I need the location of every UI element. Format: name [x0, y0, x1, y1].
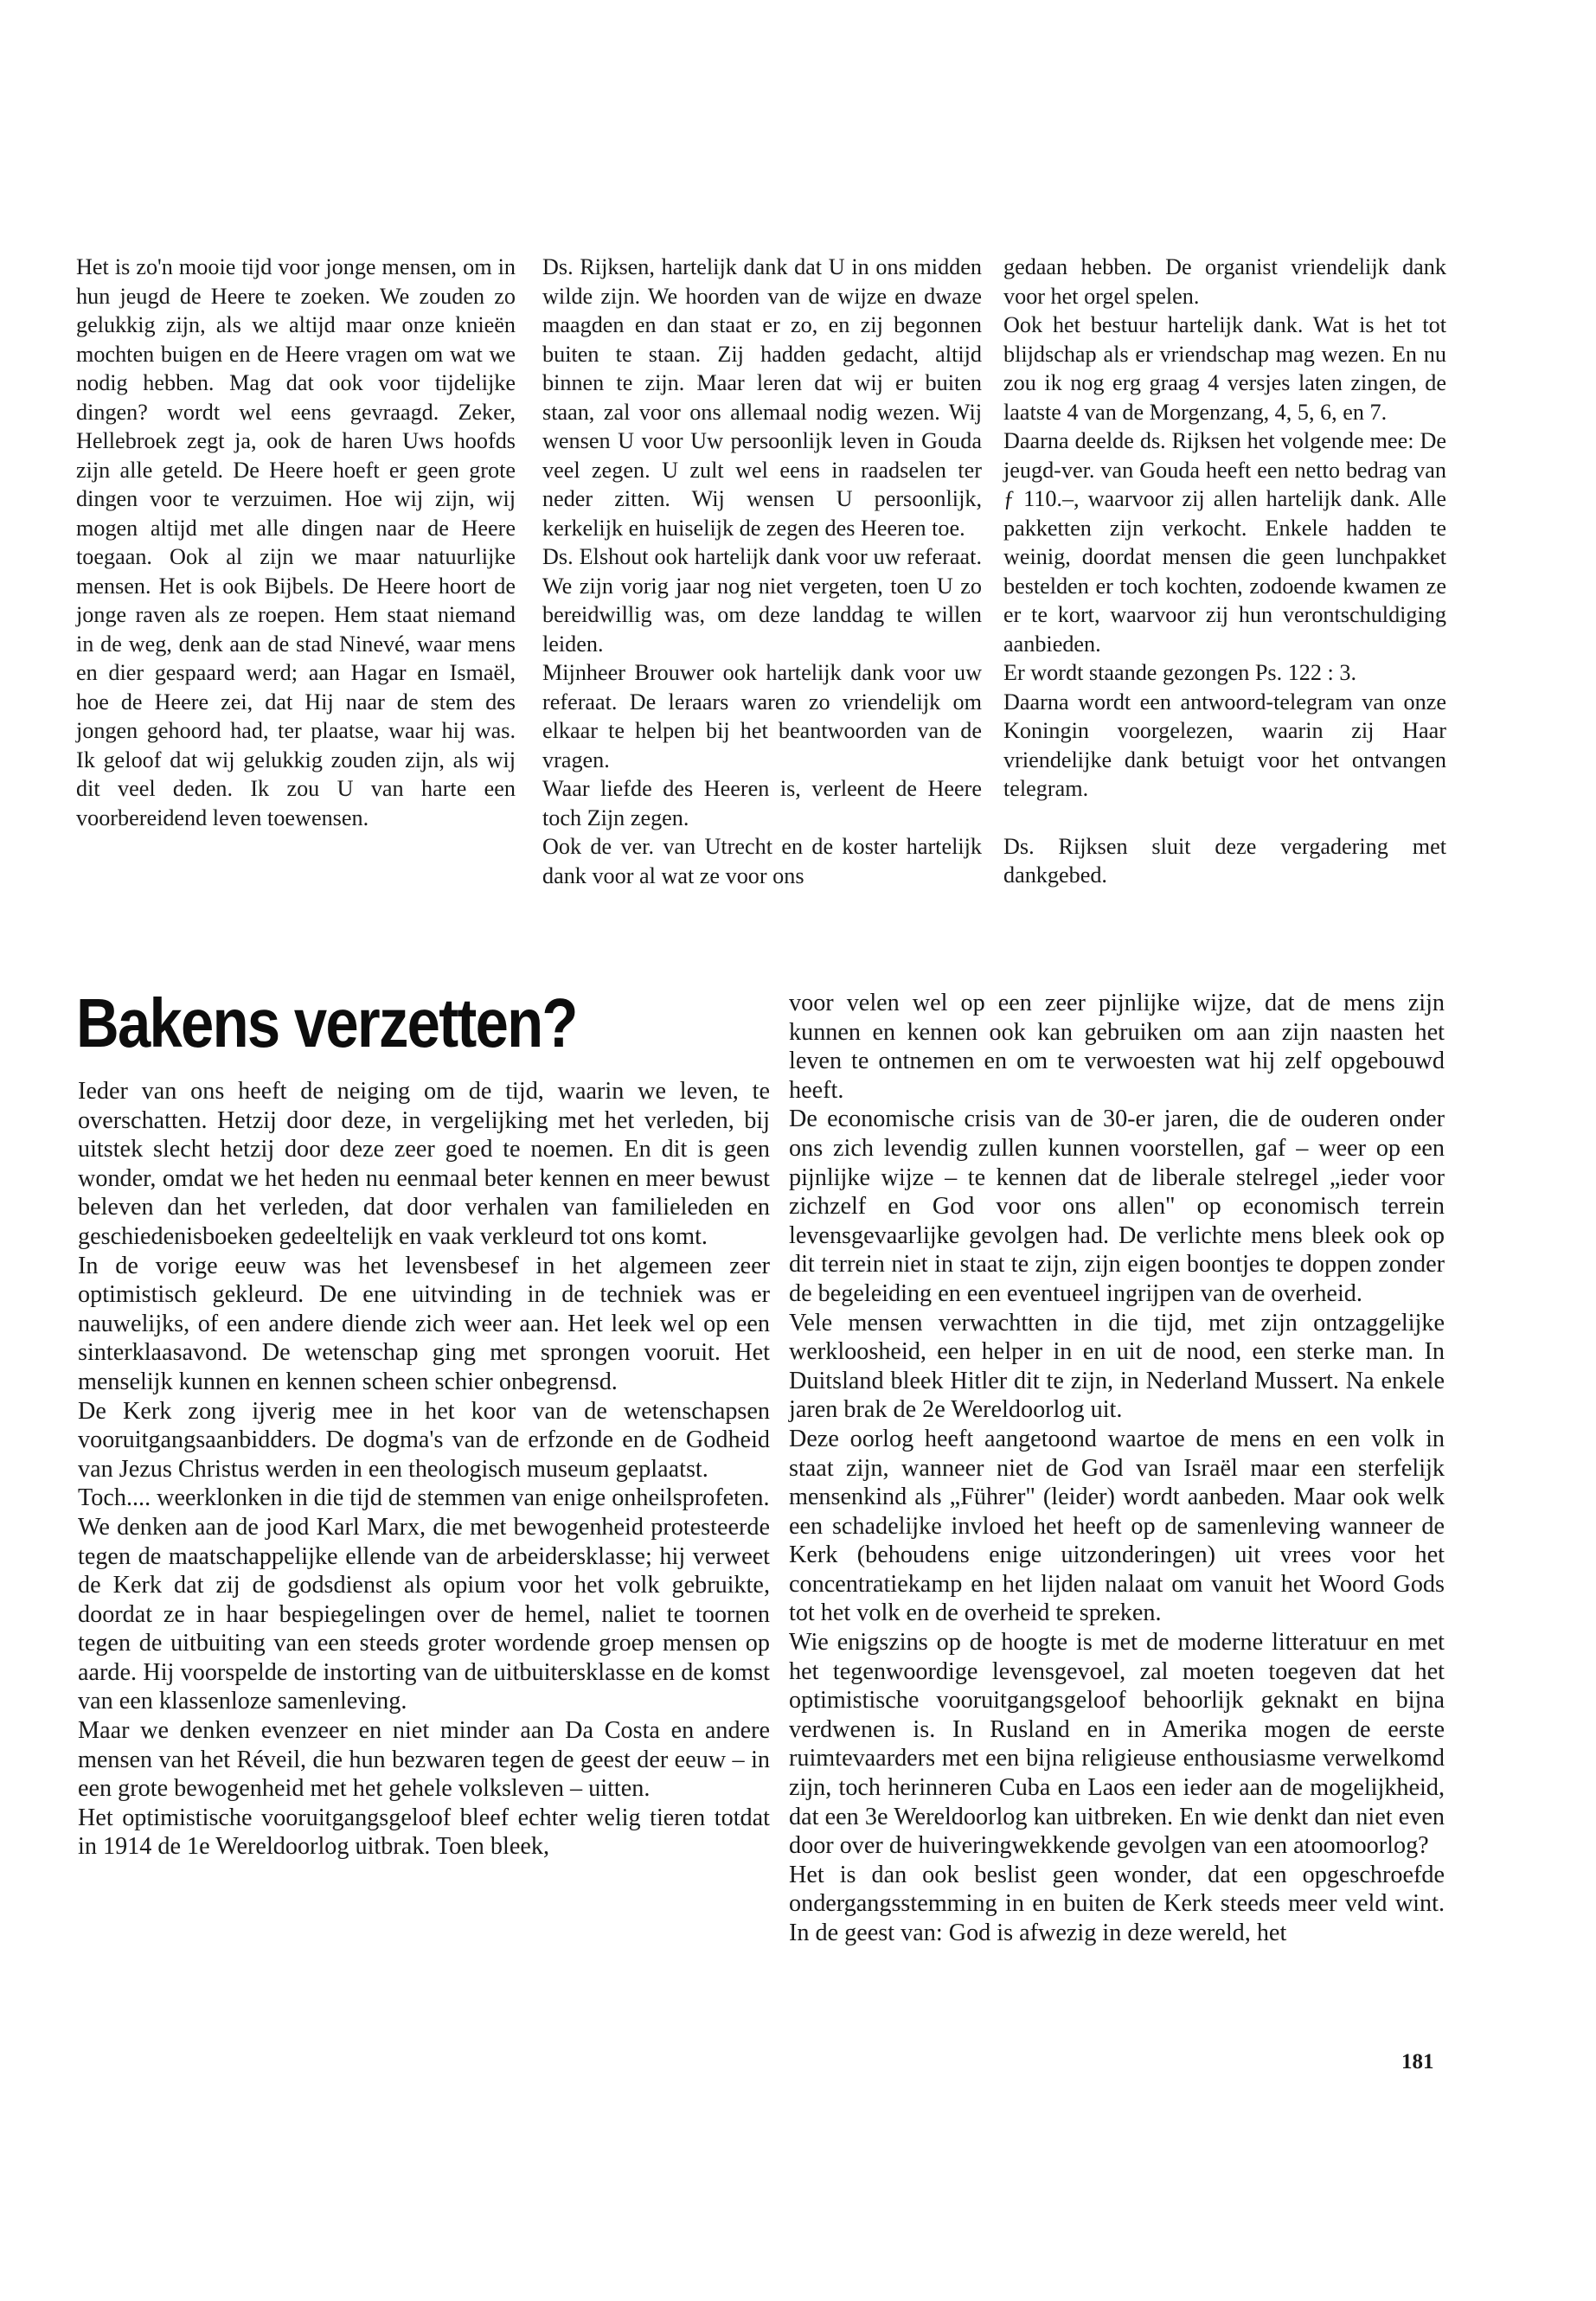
paragraph: Waar liefde des Heeren is, verleent de Heere toch Zijn zegen.: [542, 776, 982, 830]
paragraph: We denken aan de jood Karl Marx, die met bewogenheid protesteerde tegen de maatschappelijke ellende van de arbeidersklasse; hij verweet de Kerk dat zij de godsdienst als opium voor het volk gebruikte, doordat ze in haar bespiegelingen over de hemel, naliet te toornen tegen de uitbuiting van een steeds groter wordende groep mensen op aarde. Hij voorspelde de instorting van de uitbuitersklasse en de komst van een klassenloze samenleving.: [78, 1513, 770, 1715]
paragraph: Het is dan ook beslist geen wonder, dat een opgeschroefde ondergangsstemming in en buiten de Kerk steeds meer veld wint. In de geest van: God is afwezig in deze wereld, het: [789, 1861, 1445, 1946]
article-column-1: [78, 1077, 770, 1862]
paragraph: voor velen wel op een zeer pijnlijke wijze, dat de mens zijn kunnen en kennen ook kan gebruiken om aan zijn naasten het leven te ontnemen en om te verwoesten wat hij zelf opgebouwd heeft.: [789, 990, 1445, 1104]
paragraph: gedaan hebben. De organist vriendelijk dank voor het orgel spelen.: [1003, 254, 1446, 309]
top-column-2: [542, 253, 982, 890]
paragraph: Wie enigszins op de hoogte is met de moderne litteratuur en met het tegenwoordige levensgevoel, zal moeten toegeven dat het optimistische vooruitgangsgeloof behoorlijk geknakt en bijna verdwenen is. In Rusland en in Amerika mogen de eerste ruimtevaarders met een bijna religieuse enthousiasme verwelkomd zijn, toch herinneren Cuba en Laos een ieder aan de mogelijkheid, dat een 3e Wereldoorlog kan uitbreken. En wie denkt dan niet even door over de huiveringwekkende gevolgen van een atoomoorlog?: [789, 1629, 1445, 1860]
paragraph: De Kerk zong ijverig mee in het koor van de wetenschapsen vooruitgangsaanbidders. De dogma's van de erfzonde en de Godheid van Jezus Christus werden in een theologisch museum geplaatst.: [78, 1397, 770, 1483]
paragraph: Het is zo'n mooie tijd voor jonge mensen, om in hun jeugd de Heere te zoeken. We zouden zo gelukkig zijn, als we altijd maar onze knieën mochten buigen en de Heere vragen om wat we nodig hebben. Mag dat ook voor tijdelijke dingen? wordt wel eens gevraagd. Zeker, Hellebroek zegt ja, ook de haren Uws hoofds zijn alle geteld. De Heere hoeft er geen grote dingen voor te verzuimen. Hoe wij zijn, wij mogen altijd met alle dingen naar de Heere toegaan. Ook al zijn we maar natuurlijke mensen. Het is ook Bijbels. De Heere hoort de jonge raven als ze roepen. Hem staat niemand in de weg, denk aan de stad Ninevé, waar mens en dier gespaard werd; aan Hagar en Ismaël, hoe de Heere zei, dat Hij naar de stem des jongen gehoord had, ter plaatse, waar hij was. Ik geloof dat wij gelukkig zouden zijn, als wij dit veel deden. Ik zou U van harte een voorbereidend leven toewensen.: [76, 254, 516, 830]
paragraph: De economische crisis van de 30-er jaren, die de ouderen onder ons zich levendig zullen kunnen voorstellen, gaf – weer op een pijnlijke wijze – te kennen dat de liberale stelregel „ieder voor zichzelf en God voor ons allen" op economisch terrein levensgevaarlijke gevolgen had. De verlichte mens bleek ook op dit terrein niet in staat te zijn, zijn eigen boontjes te doppen zonder de begeleiding en een eventueel ingrijpen van de overheid.: [789, 1106, 1445, 1307]
paragraph: Ook het bestuur hartelijk dank. Wat is het tot blijdschap als er vriendschap mag wezen. En nu zou ik nog erg graag 4 versjes laten zingen, de laatste 4 van de Morgenzang, 4, 5, 6, en 7.: [1003, 312, 1446, 425]
paragraph: Het optimistische vooruitgangsgeloof bleef echter welig tieren totdat in 1914 de 1e Wereldoorlog uitbrak. Toen bleek,: [78, 1804, 770, 1861]
paragraph: Deze oorlog heeft aangetoond waartoe de mens en een volk in staat zijn, wanneer niet de God van Israël maar een sterfelijk mensenkind als „Führer" (leider) wordt aanbeden. Maar ook welk een schadelijke invloed het heeft op de samenleving wanneer de Kerk (behoudens enige uitzonderingen) uit vrees voor het concentratiekamp en het lijden nalaat om vanuit het Woord Gods tot het volk en de overheid te spreken.: [789, 1425, 1445, 1627]
paragraph: Er wordt staande gezongen Ps. 122 : 3.: [1003, 660, 1357, 685]
page-number: 181: [1401, 2050, 1434, 2073]
paragraph: Maar we denken evenzeer en niet minder aan Da Costa en andere mensen van het Réveil, die hun bezwaren tegen de geest der eeuw – in een grote bewogenheid met het gehele volksleven – uitten.: [78, 1717, 770, 1803]
paragraph: Toch.... weerklonken in die tijd de stemmen van enige onheilsprofeten.: [78, 1484, 770, 1512]
top-column-1: [76, 253, 516, 832]
article-headline: Bakens verzetten?: [76, 984, 577, 1061]
top-column-3: [1003, 253, 1446, 890]
paragraph: Ds. Rijksen, hartelijk dank dat U in ons midden wilde zijn. We hoorden van de wijze en dwaze maagden en dan staat er zo, en zij begonnen buiten te staan. Zij hadden gedacht, altijd binnen te zijn. Maar leren dat wij er buiten staan, zal voor ons allemaal nodig wezen. Wij wensen U voor Uw persoonlijk leven in Gouda veel zegen. U zult wel eens in raadselen ter neder zitten. Wij wensen U persoonlijk, kerkelijk en huiselijk de zegen des Heeren toe.: [542, 254, 982, 541]
paragraph: Ds. Elshout ook hartelijk dank voor uw referaat. We zijn vorig jaar nog niet vergeten, toen U zo bereidwillig was, om deze landdag te willen leiden.: [542, 544, 982, 657]
paragraph: Ook de ver. van Utrecht en de koster hartelijk dank voor al wat ze voor ons: [542, 834, 982, 888]
article-column-2: [789, 989, 1445, 1948]
paragraph: Vele mensen verwachtten in die tijd, met zijn ontzaggelijke werkloosheid, een helper in en uit de nood, een sterke man. In Duitsland bleek Hitler dit te zijn, in Nederland Mussert. Na enkele jaren brak de 2e Wereldoorlog uit.: [789, 1309, 1445, 1424]
paragraph: Daarna wordt een antwoord-telegram van onze Koningin voorgelezen, waarin zij Haar vriendelijke dank betuigt voor het ontvangen telegram.: [1003, 689, 1446, 801]
paragraph: Ieder van ons heeft de neiging om de tijd, waarin we leven, te overschatten. Hetzij door deze, in vergelijking met het verleden, bij uitstek slecht hetzij door deze zeer goed te noemen. En dit is geen wonder, omdat we het heden nu eenmaal beter kennen en meer bewust beleven dan het verleden, dat door verhalen van familieleden en geschiedenisboeken gedeeltelijk en vaak verkleurd tot ons komt.: [78, 1078, 770, 1250]
paragraph: Ds. Rijksen sluit deze vergadering met dankgebed.: [1003, 833, 1446, 888]
paragraph: Daarna deelde ds. Rijksen het volgende mee: De jeugd-ver. van Gouda heeft een netto bedrag van ƒ 110.–, waarvoor zij allen hartelijk dank. Alle pakketten zijn verkocht. Enkele hadden te weinig, doordat mensen die geen lunchpakket bestelden er toch kochten, zodoende kwamen ze er te kort, waarvoor zij hun verontschuldiging aanbieden.: [1003, 428, 1446, 657]
paragraph: Mijnheer Brouwer ook hartelijk dank voor uw referaat. De leraars waren zo vriendelijk om elkaar te helpen bij het beantwoorden van de vragen.: [542, 660, 982, 772]
paragraph: In de vorige eeuw was het levensbesef in het algemeen zeer optimistisch gekleurd. De ene uitvinding in de techniek was er nauwelijks, of een andere diende zich weer aan. Het leek wel op een sinterklaasavond. De wetenschap ging met sprongen vooruit. Het menselijk kunnen en kennen scheen schier onbegrensd.: [78, 1252, 770, 1395]
